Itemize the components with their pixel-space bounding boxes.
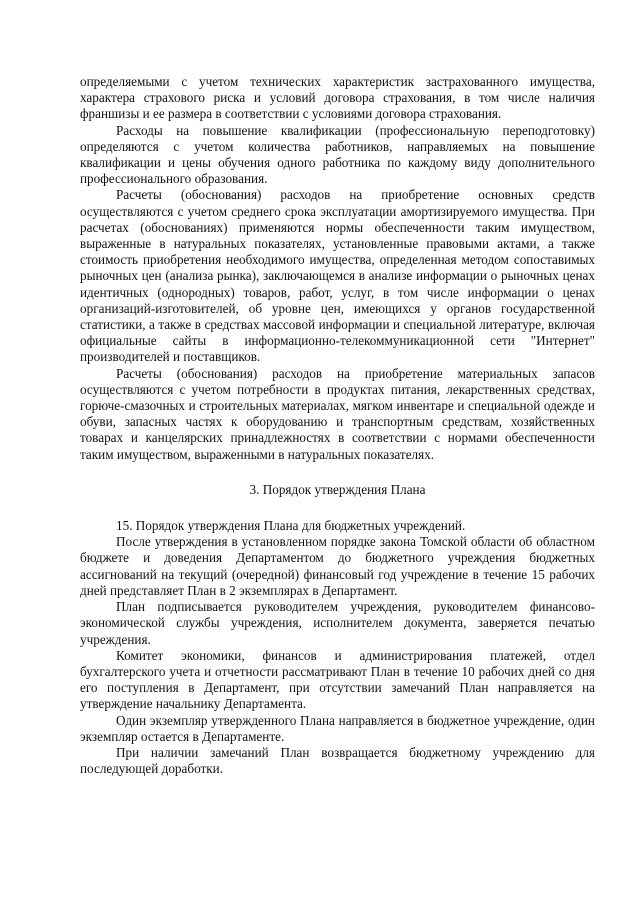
paragraph-material-stocks-costs: Расчеты (обоснования) расходов на приобретение материальных запасов осуществляются с учетом потребности в продуктах питания, лекарственных средствах, горюче-смазочных и строительных материалах, мягком инвентаре и специальной одежде и обуви, запасных частях к оборудованию и транспортным средствам, хозяйственных товарах и канцелярских принадлежностях в соответствии с нормами обеспеченности таким имуществом, выраженными в натуральных показателях. <box>80 365 595 462</box>
paragraph-fixed-assets-costs: Расчеты (обоснования) расходов на приобретение основных средств осуществляются с учетом среднего срока эксплуатации амортизируемого имущества. При расчетах (обоснованиях) применяются нормы обеспеченности таким имуществом, выраженные в натуральных показателях, установленные правовыми актами, а также стоимость приобретения необходимого имущества, определенная методом сопоставимых рыночных цен (анализа рынка), заключающемся в анализе информации о рыночных ценах идентичных (однородных) товаров, работ, услуг, в том числе информации о ценах организаций-изготовителей, об уровне цен, имеющихся у органов государственной статистики, а также в средствах массовой информации и специальной литературе, включая официальные сайты в информационно-телекоммуникационной сети "Интернет" производителей и поставщиков. <box>80 187 595 365</box>
paragraph-plan-copies: Один экземпляр утвержденного Плана направляется в бюджетное учреждение, один экземпляр остается в Департаменте. <box>80 712 595 744</box>
paragraph-plan-submission: После утверждения в установленном порядке закона Томской области об областном бюджете и доведения Департаментом до бюджетного учреждения бюджетных ассигнований на текущий (очередной) финансовый год учреждение в течение 15 рабочих дней представляет План в 2 экземплярах в Департамент. <box>80 534 595 598</box>
document-page <box>80 74 595 777</box>
paragraph-plan-review: Комитет экономики, финансов и администрирования платежей, отдел бухгалтерского учета и отчетности рассматривают План в течение 10 рабочих дней со дня его поступления в Департамент, при отсутствии замечаний План направляется на утверждение начальнику Департамента. <box>80 647 595 712</box>
paragraph-item-15: 15. Порядок утверждения Плана для бюджетных учреждений. <box>116 518 466 534</box>
paragraph-plan-returned: При наличии замечаний План возвращается бюджетному учреждению для последующей доработки. <box>80 744 595 777</box>
section-heading: 3. Порядок утверждения Плана <box>249 481 426 497</box>
paragraph-insurance-continued: определяемыми с учетом технических характеристик застрахованного имущества, характера страхового риска и условий договора страхования, в том числе наличия франшизы и ее размера в соответствии с условиями договора страхования. <box>80 74 595 122</box>
paragraph-qualification-costs: Расходы на повышение квалификации (профессиональную переподготовку) определяются с учетом количества работников, направляемых на повышение квалификации и цены обучения одного работника по каждому виду дополнительного профессионального образования. <box>80 122 595 187</box>
paragraph-plan-signing: План подписывается руководителем учреждения, руководителем финансово-экономической службы учреждения, исполнителем документа, заверяется печатью учреждения. <box>80 599 595 647</box>
